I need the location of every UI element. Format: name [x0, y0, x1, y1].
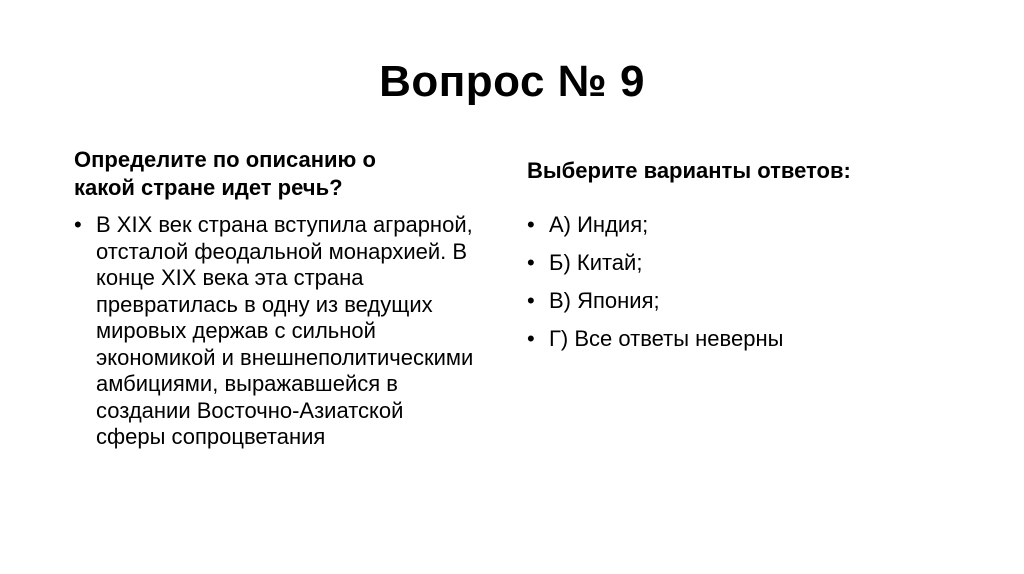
- answer-option-c: [527, 288, 967, 315]
- question-description-item: [74, 212, 474, 451]
- question-description-list: [74, 212, 474, 451]
- slide-title: Вопрос № 9: [379, 57, 645, 106]
- answer-option-label: Б) Китай;: [549, 250, 643, 275]
- bullet-icon: •: [74, 212, 82, 237]
- question-column: [74, 146, 474, 451]
- answer-option-d: [527, 326, 967, 353]
- answers-heading: Выберите варианты ответов:: [527, 158, 851, 183]
- answer-option-a: [527, 212, 967, 239]
- question-heading: Определите по описанию о какой стране идет речь?: [74, 147, 376, 200]
- answer-option-label: А) Индия;: [549, 212, 649, 237]
- answer-option-label: В) Япония;: [549, 288, 660, 313]
- answers-column: [527, 157, 967, 364]
- answer-option-b: [527, 250, 967, 277]
- question-description-text: В XIX век страна вступила аграрной, отсталой феодальной монархией. В конце XIX века эта страна превратилась в одну из ведущих мировых держав с сильной экономикой и внешнеполитическими амбициями, выражавшейся в создании Восточно-Азиатской сферы сопроцветания: [96, 212, 474, 449]
- answer-option-label: Г) Все ответы неверны: [549, 326, 784, 351]
- bullet-icon: •: [527, 250, 535, 275]
- bullet-icon: •: [527, 212, 535, 237]
- answer-options-list: [527, 212, 967, 353]
- bullet-icon: •: [527, 288, 535, 313]
- bullet-icon: •: [527, 326, 535, 351]
